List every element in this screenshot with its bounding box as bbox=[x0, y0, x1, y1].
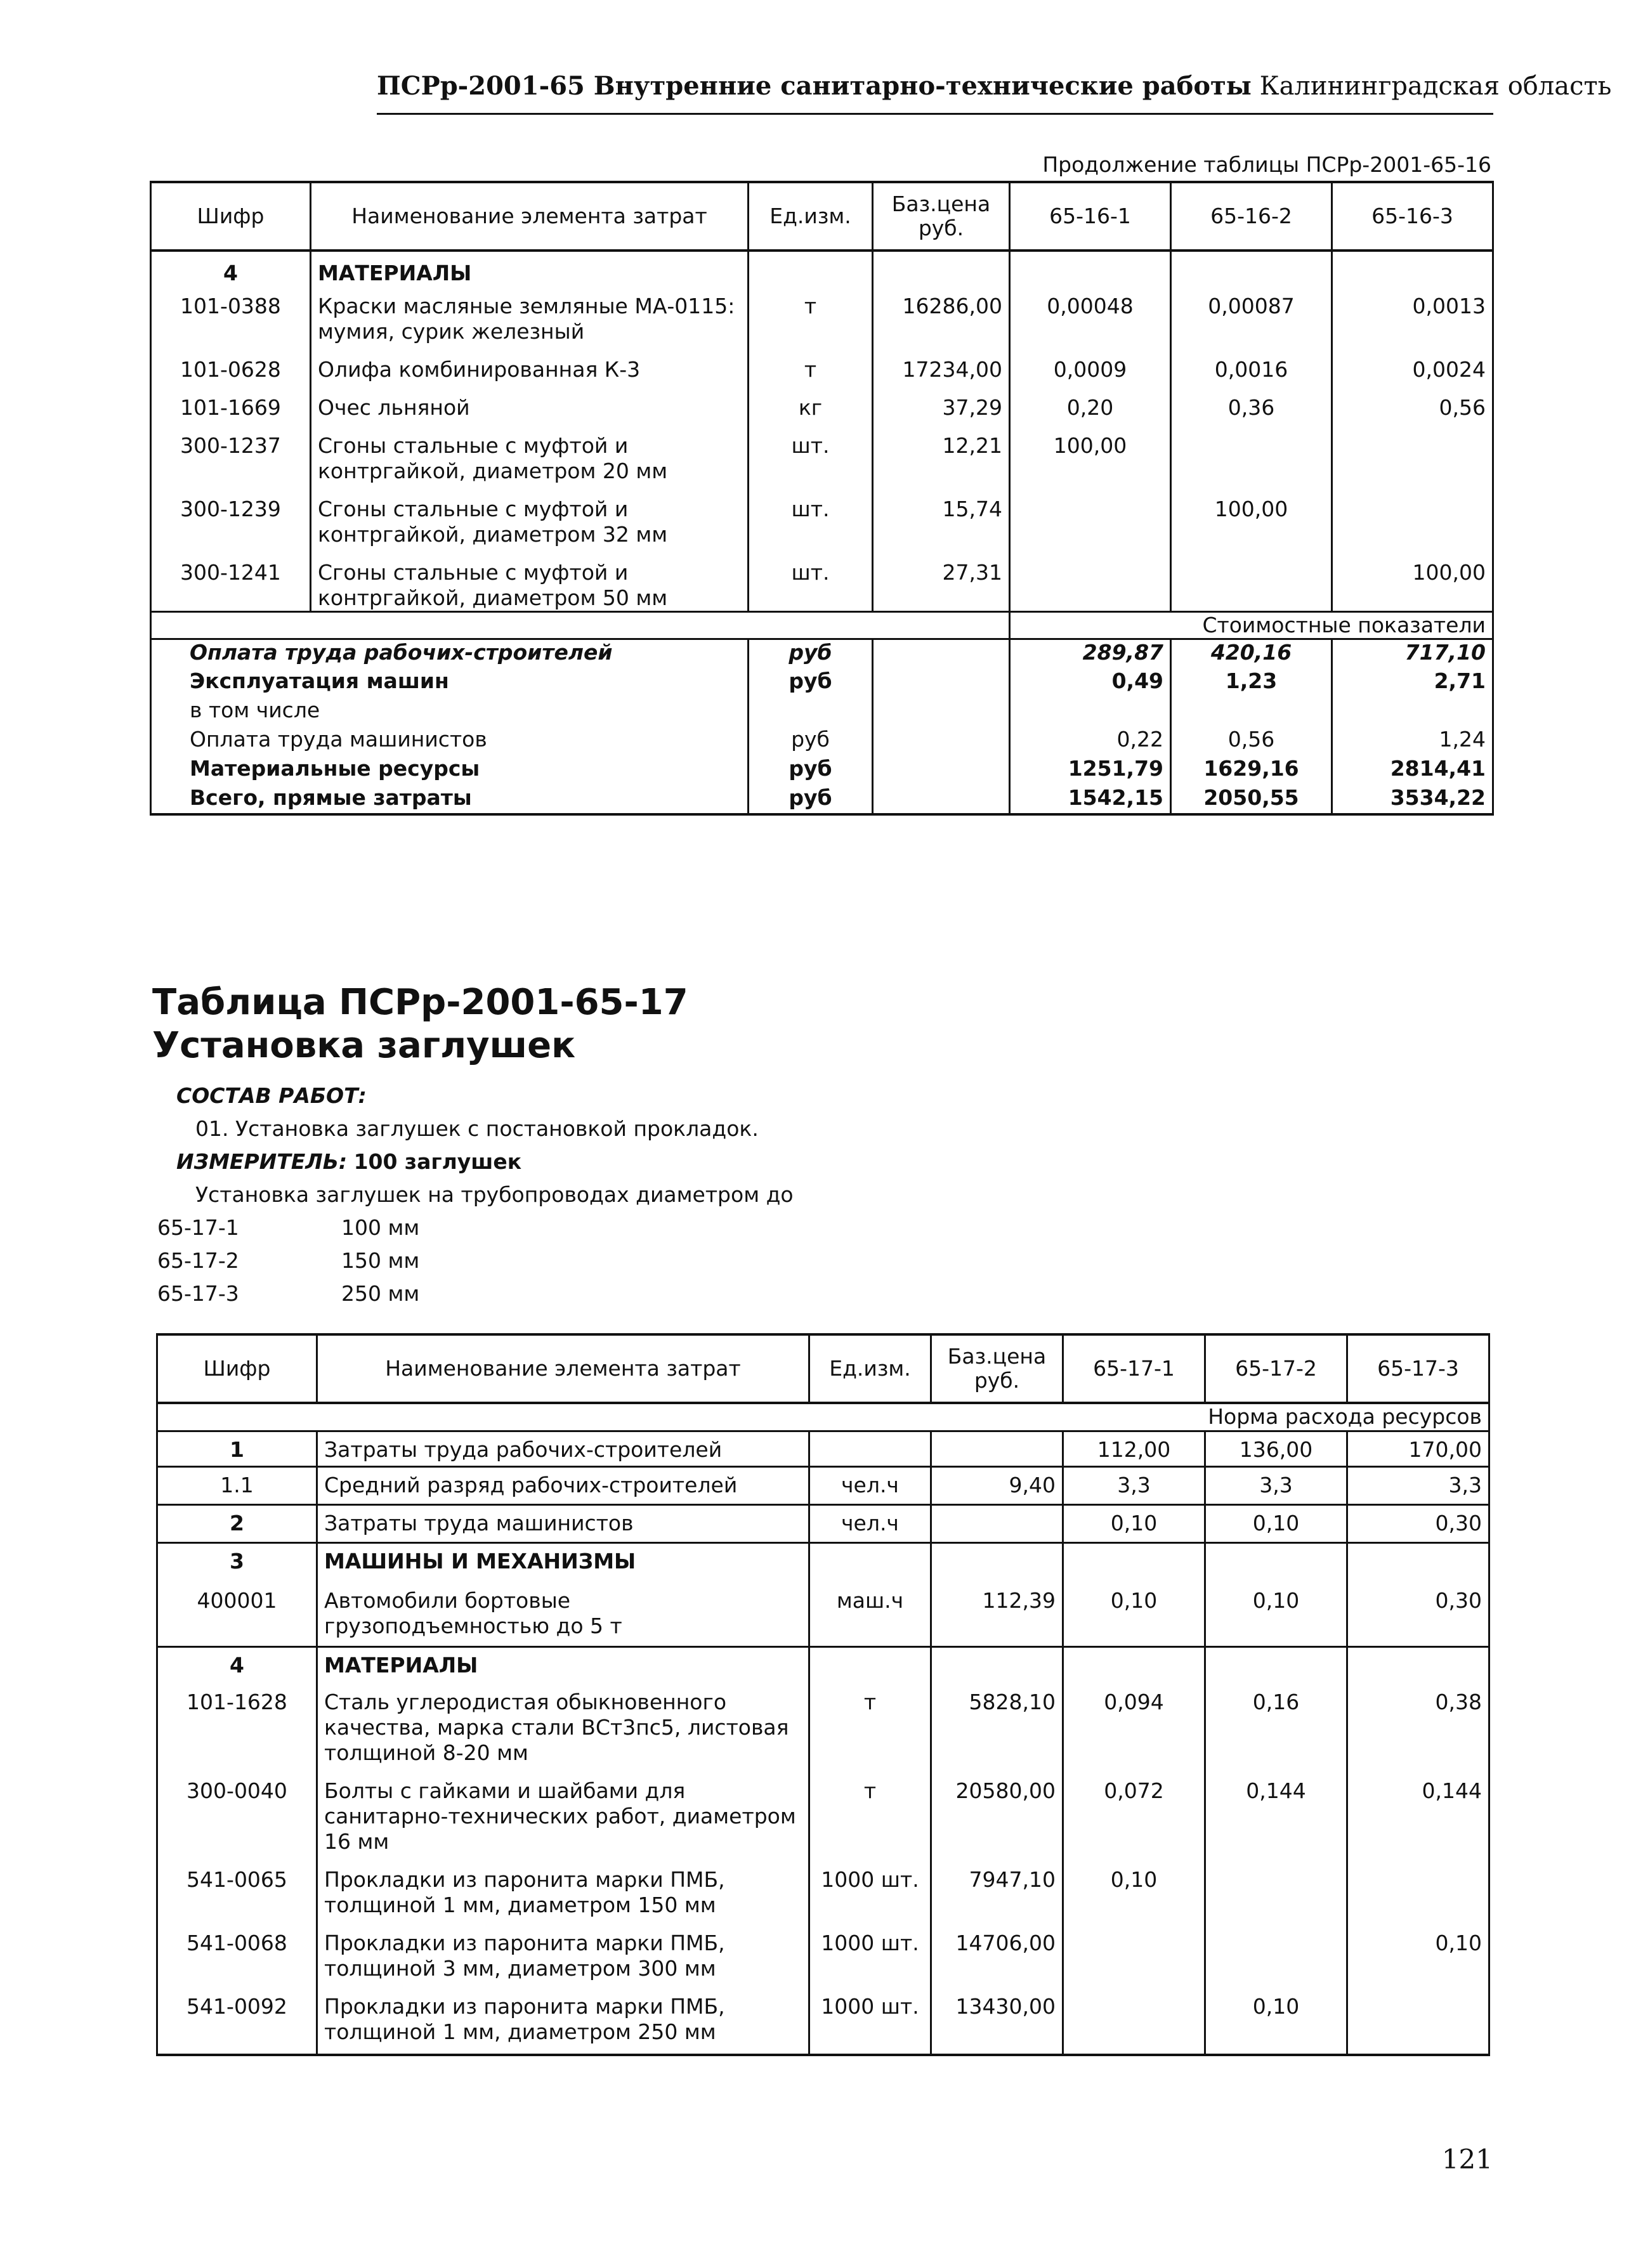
row-unit: шт. bbox=[749, 492, 873, 555]
cost-value-3: 3534,22 bbox=[1332, 785, 1493, 814]
row-value-2: 3,3 bbox=[1205, 1466, 1347, 1504]
row-value-3: 3,3 bbox=[1347, 1466, 1489, 1504]
cost-name: Всего, прямые затраты bbox=[151, 785, 749, 814]
work-composition-label: СОСТАВ РАБОТ: bbox=[176, 1083, 367, 1108]
row-price: 15,74 bbox=[873, 492, 1010, 555]
row-value-1: 3,3 bbox=[1063, 1466, 1205, 1504]
row-value-3: 100,00 bbox=[1332, 555, 1493, 612]
table-row bbox=[157, 1646, 1489, 1685]
running-header bbox=[377, 68, 1612, 115]
row-code: 541-0068 bbox=[157, 1926, 317, 1989]
cost-value-2: 0,56 bbox=[1171, 727, 1332, 756]
row-value-2 bbox=[1205, 1646, 1347, 1685]
cost-value-2: 1,23 bbox=[1171, 668, 1332, 698]
row-name: Затраты труда машинистов bbox=[317, 1504, 809, 1542]
row-unit bbox=[809, 1542, 931, 1583]
col-header-code: Шифр bbox=[151, 182, 311, 251]
row-price bbox=[931, 1431, 1063, 1466]
row-value-2: 0,10 bbox=[1205, 1989, 1347, 2055]
row-value-1: 0,10 bbox=[1063, 1583, 1205, 1646]
row-value-2: 0,10 bbox=[1205, 1504, 1347, 1542]
row-price: 16286,00 bbox=[873, 289, 1010, 352]
row-value-2: 0,16 bbox=[1205, 1685, 1347, 1773]
col-header-price: Баз.цена руб. bbox=[931, 1334, 1063, 1403]
row-value-1 bbox=[1063, 1926, 1205, 1989]
cost-value-1: 1542,15 bbox=[1010, 785, 1171, 814]
row-price: 27,31 bbox=[873, 555, 1010, 612]
variant-code: 65-17-3 bbox=[157, 1281, 239, 1306]
table-row bbox=[157, 1862, 1489, 1926]
cost-value-1: 0,49 bbox=[1010, 668, 1171, 698]
cost-row bbox=[151, 756, 1493, 785]
row-code: 101-0628 bbox=[151, 352, 311, 390]
row-price: 7947,10 bbox=[931, 1862, 1063, 1926]
row-value-1: 0,10 bbox=[1063, 1862, 1205, 1926]
row-name: МАТЕРИАЛЫ bbox=[317, 1646, 809, 1685]
table-row bbox=[157, 1583, 1489, 1646]
cost-unit bbox=[749, 698, 873, 727]
table-title: Таблица ПСРр-2001-65-17 bbox=[152, 982, 688, 1023]
row-price bbox=[931, 1646, 1063, 1685]
cost-row bbox=[151, 698, 1493, 727]
table-row bbox=[151, 428, 1493, 492]
row-name: МАШИНЫ И МЕХАНИЗМЫ bbox=[317, 1542, 809, 1583]
row-code: 101-1669 bbox=[151, 390, 311, 428]
row-value-2: 100,00 bbox=[1171, 492, 1332, 555]
row-unit bbox=[809, 1646, 931, 1685]
table-subtitle: Установка заглушек bbox=[152, 1025, 576, 1066]
cost-value-1: 289,87 bbox=[1010, 639, 1171, 668]
row-value-3 bbox=[1332, 428, 1493, 492]
row-code: 541-0065 bbox=[157, 1862, 317, 1926]
row-code: 300-1239 bbox=[151, 492, 311, 555]
row-name: Сгоны стальные с муфтой и контргайкой, диаметром 20 мм bbox=[311, 428, 749, 492]
row-name: Прокладки из паронита марки ПМБ, толщиной 1 мм, диаметром 250 мм bbox=[317, 1989, 809, 2055]
norm-label: Норма расхода ресурсов bbox=[157, 1403, 1489, 1431]
row-unit: шт. bbox=[749, 428, 873, 492]
row-value-3: 0,56 bbox=[1332, 390, 1493, 428]
col-header-code: Шифр bbox=[157, 1334, 317, 1403]
cost-name: Оплата труда машинистов bbox=[151, 727, 749, 756]
row-name: Болты с гайками и шайбами для санитарно-технических работ, диаметром 16 мм bbox=[317, 1773, 809, 1862]
table-row bbox=[157, 1466, 1489, 1504]
cost-name: Оплата труда рабочих-строителей bbox=[151, 639, 749, 668]
row-name: Очес льняной bbox=[311, 390, 749, 428]
cost-unit: руб bbox=[749, 756, 873, 785]
cost-row bbox=[151, 785, 1493, 814]
row-unit bbox=[809, 1431, 931, 1466]
cost-value-1 bbox=[1010, 698, 1171, 727]
row-value-3: 0,0024 bbox=[1332, 352, 1493, 390]
cost-value-3 bbox=[1332, 698, 1493, 727]
cost-row bbox=[151, 668, 1493, 698]
row-value-1 bbox=[1063, 1542, 1205, 1583]
table-row bbox=[151, 352, 1493, 390]
cost-value-2: 1629,16 bbox=[1171, 756, 1332, 785]
cost-unit: руб bbox=[749, 727, 873, 756]
cost-unit: руб bbox=[749, 785, 873, 814]
cost-value-1: 1251,79 bbox=[1010, 756, 1171, 785]
row-unit: 1000 шт. bbox=[809, 1989, 931, 2055]
cost-value-2: 2050,55 bbox=[1171, 785, 1332, 814]
row-value-3: 0,144 bbox=[1347, 1773, 1489, 1862]
row-value-1: 0,0009 bbox=[1010, 352, 1171, 390]
table-65-16-continued bbox=[150, 181, 1494, 816]
row-name: Сталь углеродистая обыкновенного качества, марка стали ВСт3пс5, листовая толщиной 8-20 мм bbox=[317, 1685, 809, 1773]
table-row bbox=[157, 1504, 1489, 1542]
row-value-2 bbox=[1205, 1542, 1347, 1583]
work-item: 01. Установка заглушек с постановкой прокладок. bbox=[195, 1116, 759, 1141]
row-code: 1.1 bbox=[157, 1466, 317, 1504]
row-unit: шт. bbox=[749, 555, 873, 612]
cost-indicators-label: Стоимостные показатели bbox=[1010, 612, 1493, 639]
row-value-2: 0,0016 bbox=[1171, 352, 1332, 390]
row-value-3: 0,0013 bbox=[1332, 289, 1493, 352]
row-code: 3 bbox=[157, 1542, 317, 1583]
row-value-3: 0,38 bbox=[1347, 1685, 1489, 1773]
table-row bbox=[157, 1431, 1489, 1466]
section-title: МАТЕРИАЛЫ bbox=[311, 251, 749, 289]
row-value-3 bbox=[1347, 1862, 1489, 1926]
row-value-2: 0,144 bbox=[1205, 1773, 1347, 1862]
meter-value: 100 заглушек bbox=[353, 1149, 522, 1174]
row-value-1: 0,00048 bbox=[1010, 289, 1171, 352]
row-price: 9,40 bbox=[931, 1466, 1063, 1504]
row-value-2 bbox=[1171, 428, 1332, 492]
col-header-v2: 65-17-2 bbox=[1205, 1334, 1347, 1403]
cost-value-3: 2814,41 bbox=[1332, 756, 1493, 785]
row-unit: чел.ч bbox=[809, 1466, 931, 1504]
meter-label: ИЗМЕРИТЕЛЬ: bbox=[176, 1149, 348, 1174]
col-header-name: Наименование элемента затрат bbox=[317, 1334, 809, 1403]
cost-name: Эксплуатация машин bbox=[151, 668, 749, 698]
cost-value-3: 1,24 bbox=[1332, 727, 1493, 756]
cost-price-empty bbox=[873, 756, 1010, 785]
row-value-3 bbox=[1347, 1989, 1489, 2055]
table-row bbox=[151, 289, 1493, 352]
row-code: 101-1628 bbox=[157, 1685, 317, 1773]
row-value-2: 0,00087 bbox=[1171, 289, 1332, 352]
table-row bbox=[157, 1773, 1489, 1862]
row-value-1: 100,00 bbox=[1010, 428, 1171, 492]
row-price: 13430,00 bbox=[931, 1989, 1063, 2055]
row-name: Сгоны стальные с муфтой и контргайкой, диаметром 32 мм bbox=[311, 492, 749, 555]
cost-value-2 bbox=[1171, 698, 1332, 727]
table-row bbox=[151, 555, 1493, 612]
row-value-3 bbox=[1347, 1542, 1489, 1583]
cost-price-empty bbox=[873, 639, 1010, 668]
row-name: Сгоны стальные с муфтой и контргайкой, диаметром 50 мм bbox=[311, 555, 749, 612]
row-value-2: 0,10 bbox=[1205, 1583, 1347, 1646]
variant-description: Установка заглушек на трубопроводах диаметром до bbox=[195, 1182, 794, 1207]
row-unit: 1000 шт. bbox=[809, 1926, 931, 1989]
cost-value-3: 2,71 bbox=[1332, 668, 1493, 698]
cost-value-2: 420,16 bbox=[1171, 639, 1332, 668]
row-unit: т bbox=[749, 289, 873, 352]
row-value-1 bbox=[1063, 1989, 1205, 2055]
cost-name: Материальные ресурсы bbox=[151, 756, 749, 785]
row-code: 300-0040 bbox=[157, 1773, 317, 1862]
row-code: 4 bbox=[157, 1646, 317, 1685]
row-code: 541-0092 bbox=[157, 1989, 317, 2055]
header-title: ПСРр-2001-65 Внутренние санитарно-технические работы bbox=[377, 71, 1252, 101]
cost-row bbox=[151, 639, 1493, 668]
row-value-1: 0,072 bbox=[1063, 1773, 1205, 1862]
cost-name: в том числе bbox=[151, 698, 749, 727]
cost-row bbox=[151, 727, 1493, 756]
table-row bbox=[157, 1542, 1489, 1583]
row-code: 101-0388 bbox=[151, 289, 311, 352]
row-unit: т bbox=[809, 1685, 931, 1773]
col-header-unit: Ед.изм. bbox=[809, 1334, 931, 1403]
row-price: 37,29 bbox=[873, 390, 1010, 428]
row-value-1: 0,10 bbox=[1063, 1504, 1205, 1542]
row-name: Олифа комбинированная К-3 bbox=[311, 352, 749, 390]
row-value-3 bbox=[1332, 492, 1493, 555]
variant-code: 65-17-1 bbox=[157, 1215, 239, 1240]
row-value-1: 0,094 bbox=[1063, 1685, 1205, 1773]
row-value-1: 0,20 bbox=[1010, 390, 1171, 428]
row-value-3: 0,10 bbox=[1347, 1926, 1489, 1989]
col-header-v3: 65-16-3 bbox=[1332, 182, 1493, 251]
row-code: 2 bbox=[157, 1504, 317, 1542]
row-name: Автомобили бортовые грузоподъемностью до 5 т bbox=[317, 1583, 809, 1646]
row-value-2 bbox=[1205, 1862, 1347, 1926]
cost-price-empty bbox=[873, 668, 1010, 698]
row-name: Краски масляные земляные МА-0115: мумия, сурик железный bbox=[311, 289, 749, 352]
row-unit: 1000 шт. bbox=[809, 1862, 931, 1926]
row-value-2 bbox=[1171, 555, 1332, 612]
row-unit: чел.ч bbox=[809, 1504, 931, 1542]
continuation-note: Продолжение таблицы ПСРр-2001-65-16 bbox=[1042, 152, 1491, 177]
row-unit: т bbox=[749, 352, 873, 390]
cost-value-3: 717,10 bbox=[1332, 639, 1493, 668]
col-header-v1: 65-16-1 bbox=[1010, 182, 1171, 251]
row-unit: маш.ч bbox=[809, 1583, 931, 1646]
row-price: 20580,00 bbox=[931, 1773, 1063, 1862]
col-header-name: Наименование элемента затрат bbox=[311, 182, 749, 251]
cost-price-empty bbox=[873, 785, 1010, 814]
cost-price-empty bbox=[873, 698, 1010, 727]
table-row bbox=[151, 492, 1493, 555]
row-price: 12,21 bbox=[873, 428, 1010, 492]
row-value-3: 170,00 bbox=[1347, 1431, 1489, 1466]
variant-diameter: 250 мм bbox=[341, 1281, 420, 1306]
row-unit: т bbox=[809, 1773, 931, 1862]
row-value-2: 136,00 bbox=[1205, 1431, 1347, 1466]
row-value-1 bbox=[1010, 555, 1171, 612]
table-row bbox=[157, 1926, 1489, 1989]
row-price: 17234,00 bbox=[873, 352, 1010, 390]
row-value-3 bbox=[1347, 1646, 1489, 1685]
row-value-1 bbox=[1063, 1646, 1205, 1685]
row-value-2: 0,36 bbox=[1171, 390, 1332, 428]
row-value-3: 0,30 bbox=[1347, 1504, 1489, 1542]
variant-diameter: 100 мм bbox=[341, 1215, 420, 1240]
variant-code: 65-17-2 bbox=[157, 1248, 239, 1273]
meter-line bbox=[176, 1149, 521, 1174]
header-region: Калининградская область bbox=[1259, 72, 1612, 101]
row-name: Прокладки из паронита марки ПМБ, толщиной 3 мм, диаметром 300 мм bbox=[317, 1926, 809, 1989]
row-code: 400001 bbox=[157, 1583, 317, 1646]
row-code: 300-1241 bbox=[151, 555, 311, 612]
cost-value-1: 0,22 bbox=[1010, 727, 1171, 756]
variant-diameter: 150 мм bbox=[341, 1248, 420, 1273]
row-unit: кг bbox=[749, 390, 873, 428]
row-value-1 bbox=[1010, 492, 1171, 555]
row-code: 300-1237 bbox=[151, 428, 311, 492]
row-price: 112,39 bbox=[931, 1583, 1063, 1646]
row-value-2 bbox=[1205, 1926, 1347, 1989]
row-value-3: 0,30 bbox=[1347, 1583, 1489, 1646]
table-65-17 bbox=[156, 1333, 1490, 2056]
col-header-v2: 65-16-2 bbox=[1171, 182, 1332, 251]
cost-unit: руб bbox=[749, 668, 873, 698]
row-price: 5828,10 bbox=[931, 1685, 1063, 1773]
col-header-v3: 65-17-3 bbox=[1347, 1334, 1489, 1403]
row-name: Прокладки из паронита марки ПМБ, толщиной 1 мм, диаметром 150 мм bbox=[317, 1862, 809, 1926]
section-code: 4 bbox=[151, 251, 311, 289]
cost-unit: руб bbox=[749, 639, 873, 668]
table-row bbox=[151, 390, 1493, 428]
col-header-unit: Ед.изм. bbox=[749, 182, 873, 251]
row-price bbox=[931, 1504, 1063, 1542]
row-code: 1 bbox=[157, 1431, 317, 1466]
row-value-1: 112,00 bbox=[1063, 1431, 1205, 1466]
table-row bbox=[157, 1685, 1489, 1773]
row-price: 14706,00 bbox=[931, 1926, 1063, 1989]
col-header-price: Баз.цена руб. bbox=[873, 182, 1010, 251]
table-row bbox=[157, 1989, 1489, 2055]
page-number: 121 bbox=[1441, 2144, 1493, 2175]
row-name: Средний разряд рабочих-строителей bbox=[317, 1466, 809, 1504]
row-name: Затраты труда рабочих-строителей bbox=[317, 1431, 809, 1466]
row-price bbox=[931, 1542, 1063, 1583]
col-header-v1: 65-17-1 bbox=[1063, 1334, 1205, 1403]
cost-price-empty bbox=[873, 727, 1010, 756]
